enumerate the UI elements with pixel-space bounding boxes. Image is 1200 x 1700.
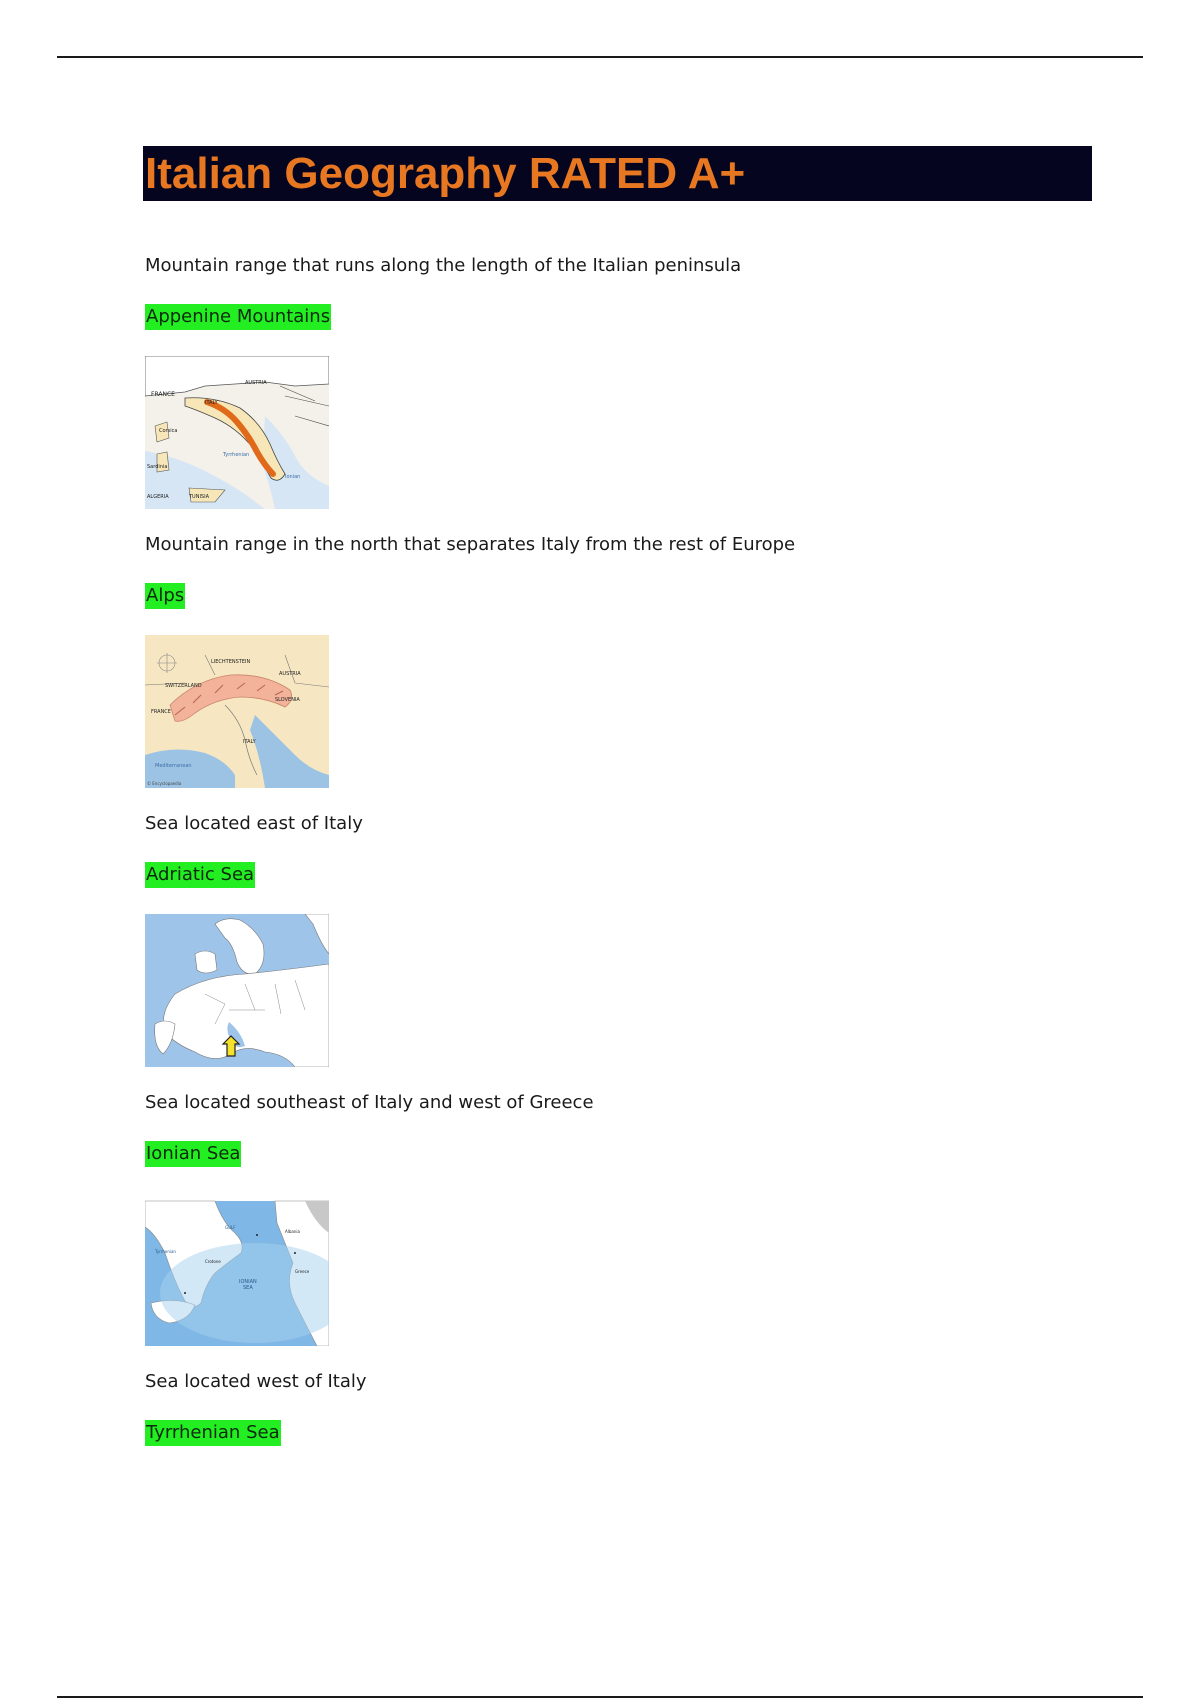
- svg-text:GULF: GULF: [225, 1225, 236, 1230]
- question-text: Sea located east of Italy: [145, 813, 363, 834]
- svg-text:LIECHTENSTEIN: LIECHTENSTEIN: [211, 659, 251, 665]
- flashcard: [145, 808, 1085, 1087]
- svg-text:Tyrrhenian: Tyrrhenian: [223, 452, 250, 458]
- svg-text:Crotone: Crotone: [205, 1259, 221, 1264]
- svg-text:TUNISIA: TUNISIA: [189, 494, 209, 500]
- flashcard-list: [145, 250, 1085, 1645]
- svg-text:Greece: Greece: [295, 1269, 310, 1274]
- document-title: Italian Geography RATED A+: [143, 146, 1092, 201]
- svg-text:Sardinia: Sardinia: [147, 464, 168, 470]
- map-image-europe-adriatic: [145, 914, 329, 1067]
- flashcard: [145, 529, 1085, 808]
- flashcard: [145, 1366, 1085, 1645]
- flashcard: [145, 1087, 1085, 1366]
- svg-text:Tyrrhenian: Tyrrhenian: [155, 1249, 176, 1254]
- svg-text:ALGERIA: ALGERIA: [147, 494, 169, 500]
- svg-text:Ionian: Ionian: [285, 474, 301, 480]
- question-text: Sea located southeast of Italy and west of Greece: [145, 1092, 594, 1113]
- map-image-appenine-mountains: [145, 356, 329, 509]
- svg-text:Mediterranean: Mediterranean: [155, 763, 192, 769]
- svg-text:ITALY: ITALY: [243, 739, 256, 745]
- header-rule: [57, 56, 1143, 58]
- svg-text:FRANCE: FRANCE: [151, 709, 171, 715]
- svg-text:SWITZERLAND: SWITZERLAND: [165, 683, 202, 689]
- map-image-ionian-sea: [145, 1193, 329, 1346]
- answer-text: Alps: [145, 583, 185, 609]
- question-text: Mountain range in the north that separates Italy from the rest of Europe: [145, 534, 796, 555]
- svg-text:Albania: Albania: [285, 1229, 300, 1234]
- question-text: Mountain range that runs along the length of the Italian peninsula: [145, 255, 742, 276]
- svg-text:Corsica: Corsica: [159, 428, 178, 434]
- svg-text:AUSTRIA: AUSTRIA: [245, 380, 267, 386]
- svg-text:AUSTRIA: AUSTRIA: [279, 671, 301, 677]
- svg-text:IONIAN: IONIAN: [239, 1279, 257, 1285]
- answer-text: Ionian Sea: [145, 1141, 241, 1167]
- flashcard: [145, 250, 1085, 529]
- answer-text: Adriatic Sea: [145, 862, 255, 888]
- svg-text:SLOVENIA: SLOVENIA: [275, 697, 300, 703]
- svg-text:© Encyclopaedia: © Encyclopaedia: [147, 781, 182, 786]
- svg-text:FRANCE: FRANCE: [151, 391, 175, 398]
- footer-rule: [57, 1696, 1143, 1698]
- answer-text: Tyrrhenian Sea: [145, 1420, 281, 1446]
- map-image-alps: [145, 635, 329, 788]
- answer-text: Appenine Mountains: [145, 304, 331, 330]
- svg-text:ITALY: ITALY: [205, 400, 218, 406]
- question-text: Sea located west of Italy: [145, 1371, 367, 1392]
- svg-text:SEA: SEA: [243, 1285, 253, 1291]
